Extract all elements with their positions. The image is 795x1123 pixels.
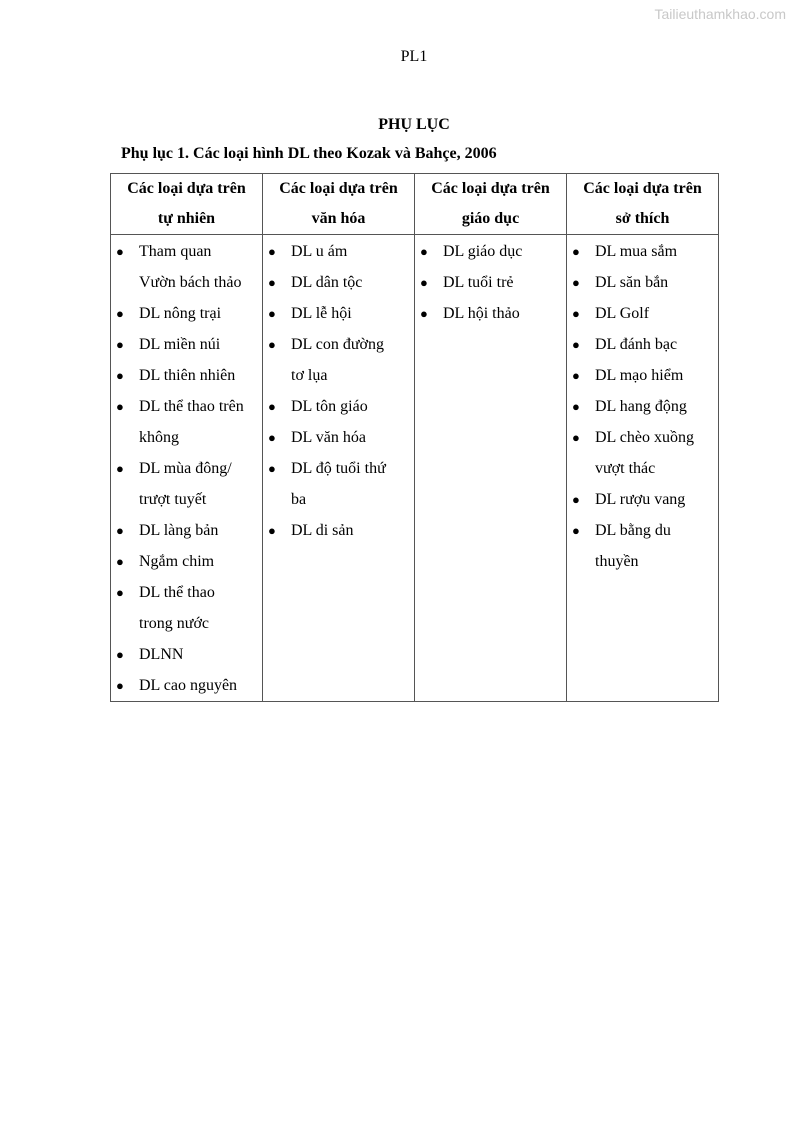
list-item-text: vượt thác [595,460,656,477]
header-line: Các loại dựa trên [431,180,550,197]
watermark: Tailieuthamkhao.com [654,6,786,22]
list-item-text: DL giáo dục [443,243,523,260]
bullet-icon: ● [116,337,124,352]
header-line: tự nhiên [157,210,216,227]
list-item [567,236,718,267]
list-item-text: DL thể thao trên [139,398,244,415]
bullet-icon: ● [572,399,580,414]
list-item-text: DL văn hóa [291,429,366,446]
column-header-interest [567,174,719,235]
list-item [567,329,718,360]
bullet-icon: ● [116,647,124,662]
header-line: giáo dục [461,210,520,227]
list-item [111,515,262,546]
list-item-text: DL thiên nhiên [139,367,236,384]
list-item [567,422,718,484]
list-item-text: DL miền núi [139,336,221,353]
column-header-education [415,174,567,235]
list-item-text: trượt tuyết [139,491,207,508]
list-item [111,329,262,360]
list-item [111,670,262,701]
column-list-education [415,235,567,702]
list-item-text: DLNN [139,646,184,663]
page-label: PL1 [400,48,428,65]
list-item-text: DL săn bắn [595,274,669,291]
list-item-text: ba [291,491,307,508]
list-item [111,236,262,298]
list-item [111,577,262,639]
list-item [263,422,414,453]
list-item [263,391,414,422]
list-item [415,236,566,267]
list-item-text: DL thể thao [139,584,215,601]
list-item-text: DL tôn giáo [291,398,368,415]
list-item [263,329,414,391]
column-header-culture [263,174,415,235]
list-item [111,391,262,453]
list-item-text: DL con đường [291,336,384,353]
column-list-nature [111,235,263,702]
table-caption: Phụ lục 1. Các loại hình DL theo Kozak và Bahçe, 2006 [121,145,497,162]
list-item [111,453,262,515]
list-item [263,267,414,298]
tourism-types-table [110,173,719,702]
column-list-culture [263,235,415,702]
list-item-text: DL lễ hội [291,305,352,322]
bullet-icon: ● [116,461,124,476]
list-item [263,236,414,267]
list-item-text: DL hội thảo [443,305,520,322]
page-title: PHỤ LỤC [378,116,450,133]
list-item [263,453,414,515]
list-item [415,298,566,329]
list-item [415,267,566,298]
list-item-text: DL hang động [595,398,687,415]
header-line: Các loại dựa trên [583,180,702,197]
header-line: sở thích [615,210,670,227]
list-item [111,360,262,391]
list-item [263,298,414,329]
body-row [111,235,719,702]
list-item-text: DL rượu vang [595,491,686,508]
list-item [567,298,718,329]
list-item [567,515,718,577]
bullet-icon: ● [268,275,276,290]
list-item-text: DL Golf [595,305,650,322]
bullet-icon: ● [572,523,580,538]
bullet-icon: ● [572,430,580,445]
bullet-icon: ● [420,244,428,259]
header-line: văn hóa [311,210,366,227]
bullet-icon: ● [420,306,428,321]
bullet-icon: ● [572,337,580,352]
bullet-icon: ● [116,585,124,600]
list-item-text: DL chèo xuồng [595,429,694,446]
bullet-icon: ● [268,399,276,414]
list-item-text: DL đánh bạc [595,336,678,353]
header-row [111,174,719,235]
bullet-icon: ● [116,554,124,569]
bullet-icon: ● [268,337,276,352]
bullet-icon: ● [268,244,276,259]
list-item-text: Tham quan [139,243,212,260]
bullet-icon: ● [116,399,124,414]
list-item-text: DL bằng du [595,522,671,539]
bullet-icon: ● [268,461,276,476]
list-item-text: tơ lụa [291,367,328,384]
bullet-icon: ● [572,244,580,259]
bullet-icon: ● [572,368,580,383]
bullet-icon: ● [116,244,124,259]
column-list-interest [567,235,719,702]
column-header-nature [111,174,263,235]
bullet-icon: ● [116,678,124,693]
bullet-icon: ● [116,523,124,538]
list-item [111,298,262,329]
list-item-text: DL nông trại [139,305,222,322]
list-item-text: DL cao nguyên [139,677,238,694]
bullet-icon: ● [572,306,580,321]
list-item-text: không [139,429,179,446]
list-item-text: DL làng bản [139,522,219,539]
list-item-text: DL dân tộc [291,274,363,291]
list-item-text: trong nước [139,615,210,632]
bullet-icon: ● [572,275,580,290]
list-item [567,267,718,298]
header-line: Các loại dựa trên [279,180,398,197]
bullet-icon: ● [420,275,428,290]
list-item-text: Ngắm chim [139,553,215,570]
bullet-icon: ● [116,368,124,383]
list-item-text: DL tuổi trẻ [443,274,514,291]
list-item [111,546,262,577]
list-item-text: DL độ tuổi thứ [291,460,386,477]
list-item [111,639,262,670]
list-item [567,360,718,391]
list-item-text: DL u ám [291,243,348,260]
list-item-text: thuyền [595,553,639,570]
bullet-icon: ● [572,492,580,507]
list-item-text: DL mạo hiểm [595,367,684,384]
list-item-text: DL di sản [291,522,354,539]
bullet-icon: ● [268,430,276,445]
header-line: Các loại dựa trên [127,180,246,197]
list-item [567,484,718,515]
list-item-text: DL mua sắm [595,243,678,260]
list-item [567,391,718,422]
bullet-icon: ● [268,523,276,538]
bullet-icon: ● [116,306,124,321]
list-item-text: Vườn bách thảo [139,274,242,291]
list-item [263,515,414,546]
list-item-text: DL mùa đông/ [139,460,232,477]
bullet-icon: ● [268,306,276,321]
